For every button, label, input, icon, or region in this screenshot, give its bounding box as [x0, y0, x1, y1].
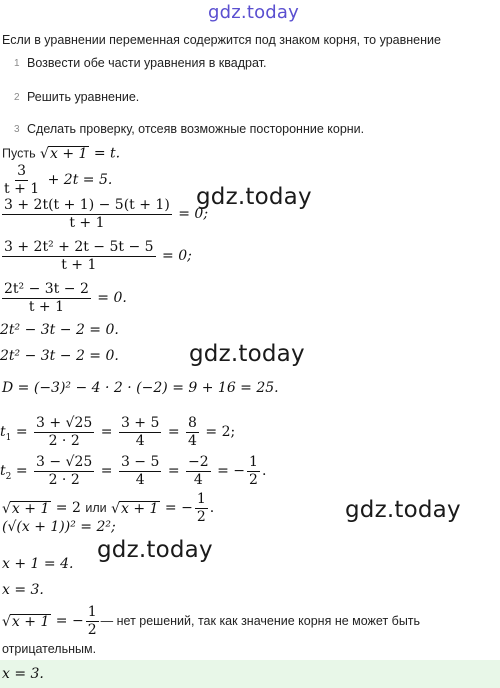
fraction-denominator: 2 · 2 — [48, 432, 80, 449]
discriminant-line — [2, 381, 279, 395]
answer-line — [2, 667, 44, 681]
equation-text: (√(x + 1))² = 2²; — [2, 519, 116, 535]
fraction-denominator: t + 1 — [69, 214, 105, 231]
equation-x3 — [2, 583, 44, 597]
step-number: 2 — [14, 92, 20, 103]
watermark: gdz.today — [97, 537, 213, 563]
equation-rest: + 2t = 5. — [43, 172, 113, 189]
watermark: gdz.today — [345, 497, 461, 523]
answer-text: x = 3. — [2, 666, 44, 682]
fraction-denominator: 2 — [87, 621, 97, 638]
equation-text: x + 1 = 4. — [2, 556, 74, 572]
fraction-denominator: 4 — [135, 432, 145, 449]
fraction-numerator: 3 + 2t² + 2t − 5t − 5 — [4, 239, 154, 255]
root-t1-line: $t_1$ = $\frac{3 + √25}{2 \cdot 2}$ = $\frac{3 + 5}{4}$ = $\frac{8}{4}$ = 2; — [0, 415, 236, 449]
fraction-numerator: 3 + 5 — [120, 415, 160, 431]
step-text: Решить уравнение. — [27, 90, 140, 104]
fraction — [2, 164, 41, 196]
fraction — [34, 416, 94, 448]
fraction-denominator: 4 — [135, 471, 145, 488]
fraction — [2, 282, 91, 314]
equation-text: x = 3. — [2, 582, 44, 598]
root-t2-line: $t_2$ = $\frac{3 - √25}{2 \cdot 2}$ = $\frac{3 - 5}{4}$ = $\frac{-2}{4}$ = − $\frac{1}{2}$ . — [0, 454, 267, 488]
fraction — [186, 455, 211, 487]
fraction-numerator: 3 — [17, 163, 27, 179]
fraction-denominator: 2 — [196, 508, 206, 525]
root-label: t — [0, 463, 6, 480]
fraction — [86, 605, 99, 637]
equals-t: = t. — [89, 145, 121, 162]
substitution-prefix: Пусть — [2, 146, 36, 161]
answer-highlight — [0, 660, 500, 688]
watermark: gdz.today — [196, 184, 312, 210]
fraction-denominator: t + 1 — [61, 256, 97, 273]
equation-line-4 — [0, 282, 127, 314]
fraction-numerator: −2 — [188, 454, 209, 470]
fraction — [34, 455, 94, 487]
root-subscript: 1 — [5, 433, 12, 444]
fraction — [119, 416, 161, 448]
root-label: t — [0, 424, 6, 441]
sqrt-argument: x + 1 — [11, 500, 50, 517]
watermark: gdz.today — [189, 341, 305, 367]
intro-text: Если в уравнении переменная содержится под знаком корня, то уравнение — [2, 33, 441, 47]
or-word: или — [85, 501, 107, 516]
fraction-denominator: t + 1 — [28, 298, 65, 315]
equation-line-2 — [0, 198, 208, 230]
fraction-denominator: t + 1 — [4, 180, 40, 197]
watermark-top: gdz.today — [208, 2, 300, 23]
step-number: 3 — [14, 124, 20, 135]
fraction-denominator: 2 · 2 — [48, 471, 80, 488]
root-value: = 2; — [200, 424, 236, 441]
equation-line-1 — [0, 164, 112, 196]
fraction-numerator: 2t² − 3t − 2 — [4, 281, 89, 297]
sqrt-argument: x + 1 — [11, 613, 50, 630]
equation-text: 2t² − 3t − 2 = 0. — [0, 348, 119, 364]
fraction-numerator: 1 — [196, 491, 206, 507]
fraction-numerator: 3 − 5 — [120, 454, 160, 470]
equation-x4 — [2, 557, 73, 571]
fraction-numerator: 8 — [188, 415, 197, 431]
square-line — [2, 520, 116, 534]
sqrt-expression: √x + 1 — [40, 146, 88, 162]
sqrt-expression: √x + 1 — [2, 500, 50, 517]
fraction-numerator: 1 — [249, 454, 258, 470]
case-value: = 2 — [51, 500, 86, 517]
step-text: Сделать проверку, отсеяв возможные посторонние корни. — [27, 122, 365, 136]
fraction-numerator: 3 − √25 — [36, 454, 93, 470]
root-subscript: 2 — [5, 472, 12, 483]
fraction-denominator: 4 — [193, 471, 203, 488]
fraction — [247, 455, 260, 487]
equation-line-3 — [0, 240, 192, 272]
equation-rest: = 0; — [173, 206, 209, 223]
fraction-denominator: 4 — [188, 432, 197, 449]
sqrt-expression: √x + 1 — [111, 500, 159, 517]
equation-text: 2t² − 3t − 2 = 0. — [0, 322, 119, 338]
fraction-numerator: 3 + √25 — [36, 415, 93, 431]
root-value: . — [261, 463, 267, 480]
cases-line: √x + 1 = 2 или √x + 1 = − $\frac{1}{2}$ . — [2, 491, 215, 525]
case-end: . — [209, 500, 215, 517]
discriminant-text: D = (−3)² − 4 · 2 · (−2) = 9 + 16 = 25. — [2, 380, 279, 396]
no-solution-text-2: отрицательным. — [2, 642, 97, 656]
fraction-numerator: 3 + 2t(t + 1) − 5(t + 1) — [4, 197, 170, 213]
fraction-numerator: 1 — [87, 604, 97, 620]
fraction — [195, 492, 208, 524]
fraction — [119, 455, 161, 487]
equation-rest: = 0. — [92, 290, 127, 307]
sqrt-expression: √x + 1 — [2, 613, 50, 630]
sqrt-argument: x + 1 — [121, 500, 159, 517]
fraction — [186, 416, 199, 448]
equation-line-6 — [0, 349, 119, 363]
fraction — [2, 198, 172, 230]
no-solution-line: √x + 1 = − $\frac{1}{2}$ — нет решений, так как значение корня не может быть — [2, 604, 421, 638]
equation-rest: = 0; — [157, 248, 192, 265]
no-solution-text: — нет решений, так как значение корня не может быть — [100, 614, 421, 629]
step-number: 1 — [14, 58, 20, 69]
sqrt-argument: x + 1 — [49, 146, 88, 162]
fraction-denominator: 2 — [249, 471, 258, 488]
fraction — [2, 240, 156, 272]
step-text: Возвести обе части уравнения в квадрат. — [27, 56, 267, 70]
substitution-line — [2, 146, 120, 161]
equation-line-5 — [0, 323, 119, 337]
